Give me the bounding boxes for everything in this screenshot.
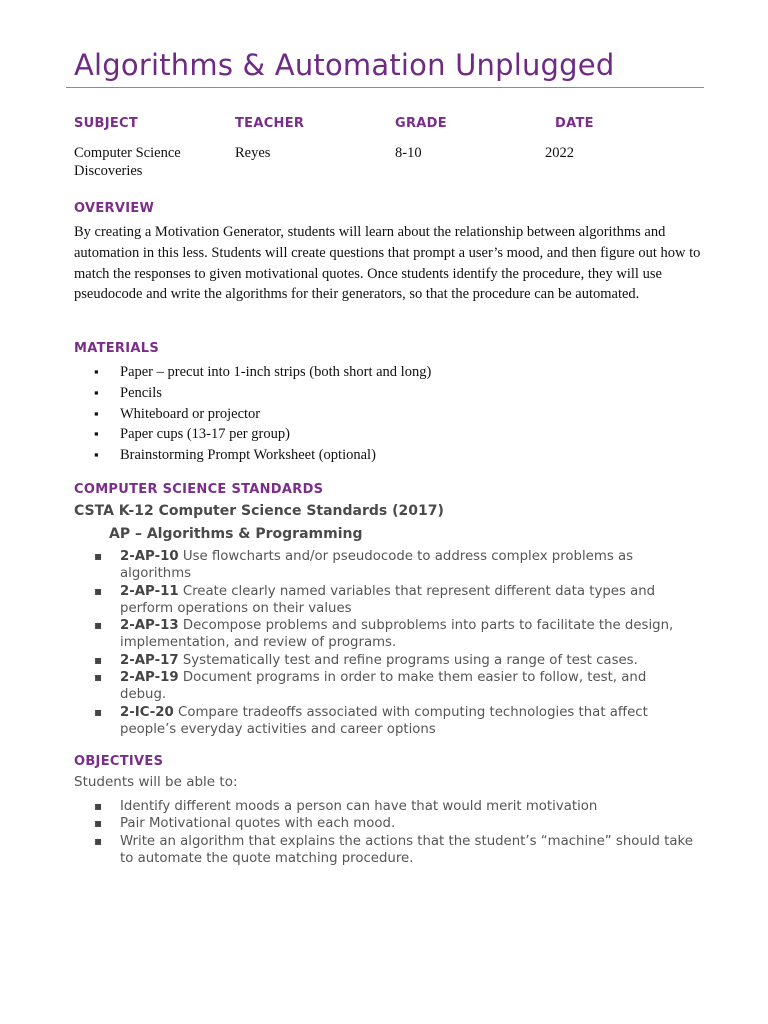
- standard-code: 2-AP-17: [120, 652, 179, 668]
- teacher-header: TEACHER: [235, 116, 305, 131]
- date-header: DATE: [555, 116, 594, 131]
- standard-text: Document programs in order to make them easier to follow, test, and debug.: [120, 670, 647, 703]
- grade-header: GRADE: [395, 116, 447, 131]
- document-title: Algorithms & Automation Unplugged: [74, 48, 615, 82]
- list-item: ▪ Whiteboard or projector: [74, 404, 704, 425]
- list-item: [74, 704, 694, 739]
- list-item: ▪ Write an algorithm that explains the actions that the student’s “machine” should take to automate the quote matching procedure.: [74, 833, 694, 868]
- objectives-intro: Students will be able to:: [74, 774, 238, 790]
- list-item: [74, 669, 694, 704]
- subject-header: SUBJECT: [74, 116, 139, 131]
- list-item: ▪ Paper cups (13-17 per group): [74, 424, 704, 445]
- grade-value: 8-10: [395, 145, 422, 161]
- subject-value: Computer Science Discoveries: [74, 145, 181, 179]
- title-divider: [66, 87, 704, 88]
- list-item: ▪ Pencils: [74, 383, 704, 404]
- objectives-list: [74, 798, 694, 867]
- materials-list: [74, 362, 704, 466]
- standards-list: [74, 548, 694, 738]
- standard-text: Decompose problems and subproblems into parts to facilitate the design, implementation, and review of programs.: [120, 618, 674, 651]
- materials-heading: MATERIALS: [74, 341, 159, 356]
- standard-code: 2-AP-19: [120, 670, 179, 686]
- list-item: [74, 583, 694, 618]
- standard-text: Compare tradeoffs associated with computing technologies that affect people’s everyday activities and career options: [120, 704, 648, 737]
- standard-text: Create clearly named variables that represent different data types and perform operations on their values: [120, 583, 656, 616]
- standard-text: Systematically test and refine programs using a range of test cases.: [178, 652, 638, 668]
- objectives-heading: OBJECTIVES: [74, 754, 164, 769]
- list-item: ▪ Brainstorming Prompt Worksheet (optional): [74, 445, 704, 466]
- standard-code: 2-AP-13: [120, 618, 179, 634]
- overview-heading: OVERVIEW: [74, 201, 155, 216]
- standard-code: 2-IC-20: [120, 704, 174, 720]
- standard-code: 2-AP-11: [120, 583, 179, 599]
- list-item: [74, 548, 694, 583]
- list-item: [74, 617, 694, 652]
- list-item: ▪ Pair Motivational quotes with each mood.: [74, 815, 694, 832]
- list-item: ▪ Identify different moods a person can have that would merit motivation: [74, 798, 694, 815]
- standard-code: 2-AP-10: [120, 549, 179, 564]
- list-item: [74, 652, 694, 669]
- standard-text: Use flowcharts and/or pseudocode to address complex problems as algorithms: [120, 549, 634, 582]
- list-item: ▪ Paper – precut into 1-inch strips (both short and long): [74, 362, 704, 383]
- teacher-value: Reyes: [235, 145, 271, 161]
- standards-subheading: AP – Algorithms & Programming: [109, 526, 363, 542]
- standards-framework: CSTA K-12 Computer Science Standards (2017): [74, 503, 444, 519]
- overview-paragraph: By creating a Motivation Generator, students will learn about the relationship between algorithms and automation in this less. Students will create questions that prompt a user’s mood, and then figure out how to match the responses to given motivational quotes. Once students identify the procedure, they will use pseudocode and write the algorithms for their generators, so that the procedure can be automated.: [74, 224, 701, 303]
- date-value: 2022: [545, 145, 574, 161]
- standards-heading: COMPUTER SCIENCE STANDARDS: [74, 482, 324, 497]
- meta-header-row: [74, 116, 706, 136]
